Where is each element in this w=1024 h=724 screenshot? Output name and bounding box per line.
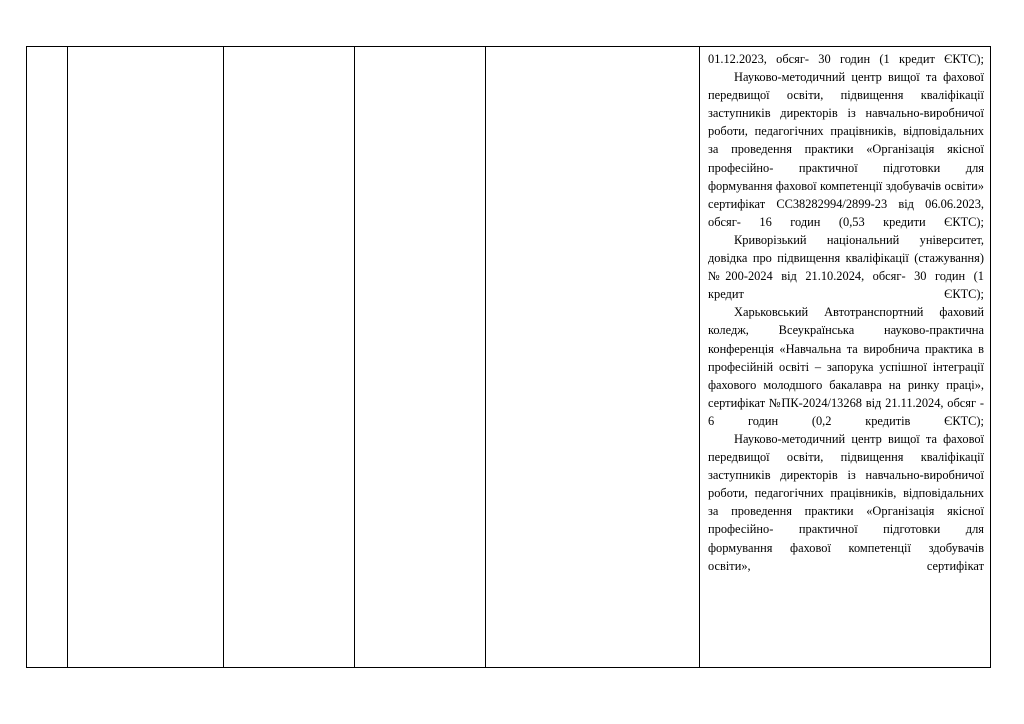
table-cell-column-3: [224, 47, 355, 668]
paragraph-certificate-first: 01.12.2023, обсяг- 30 годин (1 кредит ЄКТС);: [708, 52, 984, 66]
paragraph-kharkiv-college-conference: Харьковський Автотранспортний фаховий коледж, Всеукраїнська науково-практична конференція «Навчальна та виробнича практика в професійній освіті – запорука успішної інтеграції фахового молодшого бакалавра на ринку праці», сертифікат №ПК-2024/13268 від 21.11.2024, обсяг - 6 годин (0,2 кредитів ЄКТС);: [708, 305, 984, 428]
table-cell-column-2: [68, 47, 224, 668]
table-cell-column-1: [27, 47, 68, 668]
table-cell-column-5: [486, 47, 700, 668]
table-cell-column-4: [355, 47, 486, 668]
table-container: [26, 46, 984, 668]
paragraph-scientific-methodical-center-2: Науково-методичний центр вищої та фахової передвищої освіти, підвищення кваліфікації заступників директорів із навчально-виробничої роботи, педагогічних працівників, відповідальних за проведення практики «Організація якісної професійно- практичної підготовки для формування фахової компетенції здобувачів освіти», сертифікат: [708, 431, 984, 573]
cell-empty-1: [27, 47, 67, 667]
paragraph-kryvyi-rih-university: Криворізький національний університет, довідка про підвищення кваліфікації (стажування) №200-2024 від 21.10.2024, обсяг- 30 годин (1 кредит ЄКТС);: [708, 232, 984, 302]
document-table: [26, 46, 991, 668]
paragraph-scientific-methodical-center-1: Науково-методичний центр вищої та фахової передвищої освіти, підвищення кваліфікації заступників директорів із навчально-виробничої роботи, педагогічних працівників, відповідальних за проведення практики «Організація якісної професійно- практичної підготовки для формування фахової компетенції здобувачів освіти» сертифікат СС38282994/2899-23 від 06.06.2023, обсяг- 16 годин (0,53 кредити ЄКТС);: [708, 70, 984, 229]
table-row: [27, 47, 991, 668]
cell-empty-5: [486, 47, 699, 667]
table-cell-qualification-records: [700, 47, 991, 668]
qualification-text-block: [700, 47, 990, 575]
cell-empty-2: [68, 47, 223, 667]
cell-empty-4: [355, 47, 485, 667]
cell-empty-3: [224, 47, 354, 667]
